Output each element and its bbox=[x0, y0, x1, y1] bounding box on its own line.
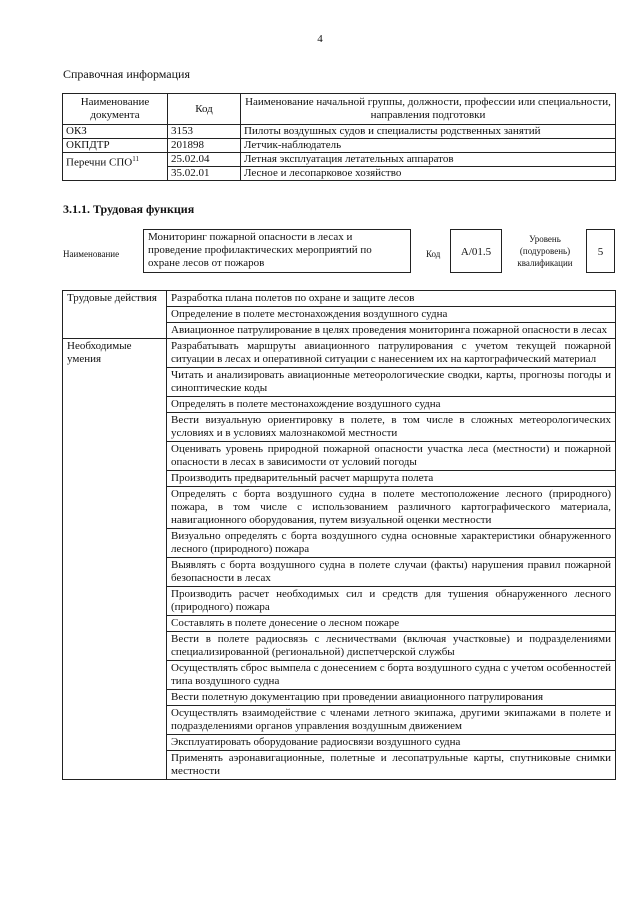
reference-table-header-row bbox=[63, 94, 616, 125]
skill-item: Определять в полете местонахождение воздушного судна bbox=[167, 397, 616, 413]
skill-item: Эксплуатировать оборудование радиосвязи воздушного судна bbox=[167, 735, 616, 751]
table-row bbox=[63, 339, 616, 368]
table-row bbox=[63, 153, 616, 167]
skill-item: Вести визуальную ориентировку в полете, в том числе в сложных метеорологических условиях и в условиях малознакомой местности bbox=[167, 413, 616, 442]
page-number: 4 bbox=[317, 33, 323, 45]
skill-item: Читать и анализировать авиационные метеорологические сводки, карты, прогнозы погоды и синоптические коды bbox=[167, 368, 616, 397]
section-title: 3.1.1. Трудовая функция bbox=[63, 202, 195, 216]
ref-name: Пилоты воздушных судов и специалисты родственных занятий bbox=[241, 125, 616, 139]
qualification-level: 5 bbox=[586, 229, 615, 273]
ref-name: Летная эксплуатация летательных аппаратов bbox=[241, 153, 616, 167]
qualification-level-label: Уровень (подуровень) квалификации bbox=[517, 234, 573, 268]
function-name: Мониторинг пожарной опасности в лесах и проведение профилактических мероприятий по охране лесов от пожаров bbox=[143, 229, 411, 273]
ref-code: 201898 bbox=[168, 139, 241, 153]
table-row bbox=[63, 125, 616, 139]
table-row bbox=[63, 291, 616, 307]
skill-item: Применять аэронавигационные, полетные и лесопатрульные карты, спутниковые снимки местности bbox=[167, 751, 616, 780]
header-group-name: Наименование начальной группы, должности, профессии или специальности, направления подготовки bbox=[241, 94, 616, 125]
skill-item: Производить предварительный расчет маршрута полета bbox=[167, 471, 616, 487]
function-code: А/01.5 bbox=[450, 229, 502, 273]
footnote-marker: 11 bbox=[132, 155, 139, 163]
ref-doc: ОКПДТР bbox=[63, 139, 168, 153]
ref-code: 35.02.01 bbox=[168, 167, 241, 181]
reference-info-heading: Справочная информация bbox=[63, 67, 190, 81]
labor-function-header bbox=[63, 229, 615, 277]
header-document-name: Наименование документа bbox=[63, 94, 168, 125]
table-row bbox=[63, 139, 616, 153]
labor-actions-label: Трудовые действия bbox=[63, 291, 167, 339]
skill-item: Вести полетную документацию при проведении авиационного патрулирования bbox=[167, 690, 616, 706]
header-code: Код bbox=[168, 94, 241, 125]
skill-item: Осуществлять сброс вымпела с донесением с борта воздушного судна с учетом особенностей типа воздушного судна bbox=[167, 661, 616, 690]
ref-doc: ОКЗ bbox=[63, 125, 168, 139]
skill-item: Вести в полете радиосвязь с лесничествами (включая участковые) и подразделениями специализированной (региональной) диспетчерской службы bbox=[167, 632, 616, 661]
labor-action-item: Разработка плана полетов по охране и защите лесов bbox=[167, 291, 616, 307]
skill-item: Производить расчет необходимых сил и средств для тушения обнаруженного лесного (природного) пожара bbox=[167, 587, 616, 616]
skill-item: Определять с борта воздушного судна в полете местоположение лесного (природного) пожара, в том числе с использованием различного картографического материала, навигационного оборудования, путем визуальной оценки местности bbox=[167, 487, 616, 529]
labor-action-item: Авиационное патрулирование в целях проведения мониторинга пожарной опасности в лесах bbox=[167, 323, 616, 339]
labor-action-item: Определение в полете местонахождения воздушного судна bbox=[167, 307, 616, 323]
required-skills-label: Необходимые умения bbox=[63, 339, 167, 780]
ref-name: Лесное и лесопарковое хозяйство bbox=[241, 167, 616, 181]
ref-code: 3153 bbox=[168, 125, 241, 139]
ref-doc-spo bbox=[63, 153, 168, 181]
reference-info-table bbox=[62, 93, 616, 181]
function-name-label: Наименование bbox=[63, 249, 120, 259]
labor-function-table bbox=[62, 290, 616, 780]
ref-name: Летчик-наблюдатель bbox=[241, 139, 616, 153]
skill-item: Выявлять с борта воздушного судна в полете случаи (факты) нарушения правил пожарной безопасности в лесах bbox=[167, 558, 616, 587]
ref-code: 25.02.04 bbox=[168, 153, 241, 167]
skill-item: Осуществлять взаимодействие с членами летного экипажа, другими экипажами в полете и подразделениями органов управления воздушным движением bbox=[167, 706, 616, 735]
skill-item: Оценивать уровень природной пожарной опасности участка леса (местности) и пожарной опасности в лесах в зависимости от условий погоды bbox=[167, 442, 616, 471]
ref-doc: Перечни СПО bbox=[66, 156, 133, 169]
skill-item: Разрабатывать маршруты авиационного патрулирования с учетом текущей пожарной ситуации в лесах и оперативной ситуации с нанесением их на картографический материал bbox=[167, 339, 616, 368]
skill-item: Визуально определять с борта воздушного судна основные характеристики обнаруженного лесного (природного) пожара bbox=[167, 529, 616, 558]
function-code-label: Код bbox=[426, 249, 441, 259]
skill-item: Составлять в полете донесение о лесном пожаре bbox=[167, 616, 616, 632]
